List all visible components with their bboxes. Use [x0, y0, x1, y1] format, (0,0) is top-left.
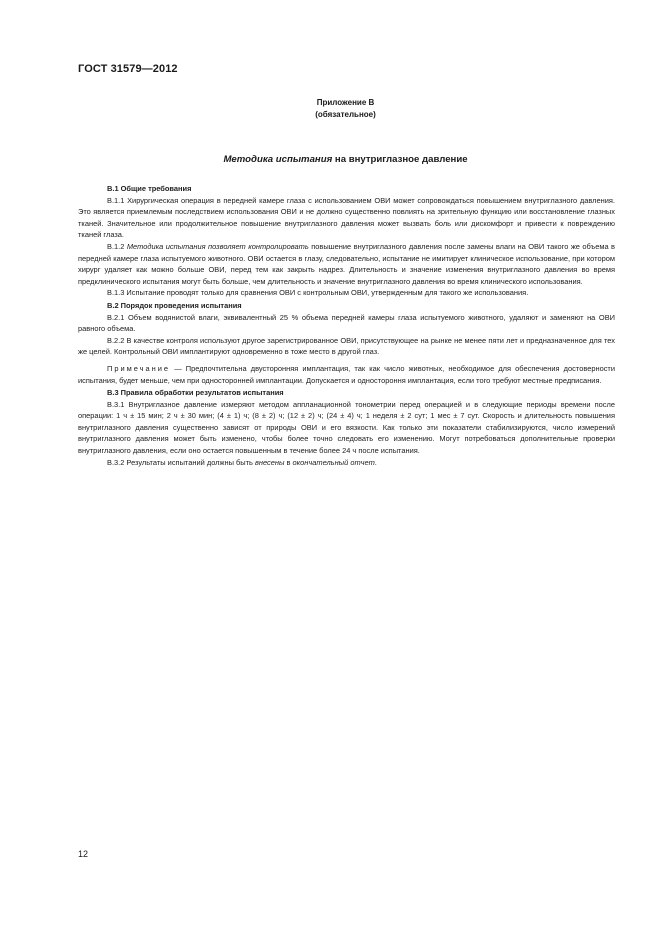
heading-b1: В.1 Общие требования — [107, 184, 192, 193]
section-title-italic: Методика испытания — [223, 154, 333, 165]
paragraph-b1-2 — [78, 241, 615, 287]
paragraph-b2-1: В.2.1 Объем водянистой влаги, эквивалентный 25 % объема передней камеры глаза испытуемого животного, удаляют и заменяют на ОВИ равного объема. — [78, 312, 615, 334]
paragraph-b3-2-italic-2: окончательный отчет — [292, 457, 375, 467]
standard-header: ГОСТ 31579—2012 — [78, 63, 178, 75]
appendix-status: (обязательное) — [315, 109, 376, 119]
paragraph-b3-1: В.3.1 Внутриглазное давление измеряют методом аппланационной тонометрии перед операцией и в следующие периоды времени после операции: 1 ч ± 15 мин; 2 ч ± 30 мин; (4 ± 1) ч; (8 ± 2) ч; (12 ± 2) ч; (24 ± 4) ч; 1 неделя ± 2 сут; 1 мес ± 7 сут. Скорость и длительность повышения внутриглазного давления существенно зависят от природы ОВИ и его вязкости. Как только эти показатели стабилизируются, число измерений внутриглазного давления может быть изменено, чтобы более точно следовать его изменению. Могут потребоваться дополнительные проверки внутриглазного давления, если оно остается повышенным в течение более 24 ч после испытания. — [78, 399, 615, 456]
appendix-title: Приложение В — [316, 98, 375, 107]
section-title — [0, 154, 661, 165]
note-paragraph — [78, 363, 615, 386]
note-text: — Предпочтительна двусторонняя имплантация, так как число животных, необходимое для обеспечения достоверности испытания, будет меньше, чем при односторонней имплантации. Допускается и одностороння имплантация, если того требуют местные предписания. — [78, 363, 615, 385]
paragraph-b1-1: В.1.1 Хирургическая операция в передней камере глаза с использованием ОВИ может сопровождаться повышением внутриглазного давления. Это является приемлемым последствием использования ОВИ и не должно существенно повлиять на зрительную функцию или восстановление глазных тканей. Значительное или продолжительное повышение внутриглазного давления может вызвать боль или дискомфорт и привести к повреждению тканей глаза. — [78, 195, 615, 240]
paragraph-b1-2-italic: Методика испытания позволяет контролировать — [126, 241, 309, 251]
paragraph-b3-2-end: . — [374, 457, 377, 467]
heading-b2: В.2 Порядок проведения испытания — [107, 300, 242, 310]
paragraph-b2-2: В.2.2 В качестве контроля используют другое зарегистрированное ОВИ, присутствующее на рынке не менее пяти лет и предназначенное для тех же целей. Контрольный ОВИ имплантируют одновременно в тоже место в другой глаз. — [78, 335, 615, 357]
paragraph-b1-2-number: В.1.2 — [107, 241, 127, 251]
paragraph-b3-2-italic-1: внесены — [254, 457, 285, 467]
paragraph-b3-2 — [78, 457, 615, 469]
note-label: Примечание — [107, 363, 171, 373]
heading-b3: В.3 Правила обработки результатов испытания — [107, 388, 284, 398]
document-body — [78, 182, 615, 468]
paragraph-b3-2-start: В.3.2 Результаты испытаний должны быть — [107, 457, 255, 467]
appendix-caption — [0, 97, 661, 120]
page-number: 12 — [78, 849, 89, 859]
paragraph-b1-2-rest: повышение внутриглазного давления после замены влаги на ОВИ такого же объема в передней камере глаза испытуемого животного. ОВИ остается в глазу, следовательно, испытание не имитирует клиническое использование, при котором хирург удаляет как можно больше ОВИ, перед тем как закрыть надрез. Длительность и значение изменения внутриглазного давления во время предклинического испытания могут быть больше, чем длительность и значение внутриглазного давления во время клинического использования. — [78, 241, 616, 286]
section-title-rest: на внутриглазное давление — [332, 154, 468, 165]
paragraph-b1-3: В.1.3 Испытание проводят только для сравнения ОВИ с контрольным ОВИ, утвержденным для такого же использования. — [107, 288, 529, 298]
paragraph-b3-2-mid: в — [284, 457, 293, 467]
